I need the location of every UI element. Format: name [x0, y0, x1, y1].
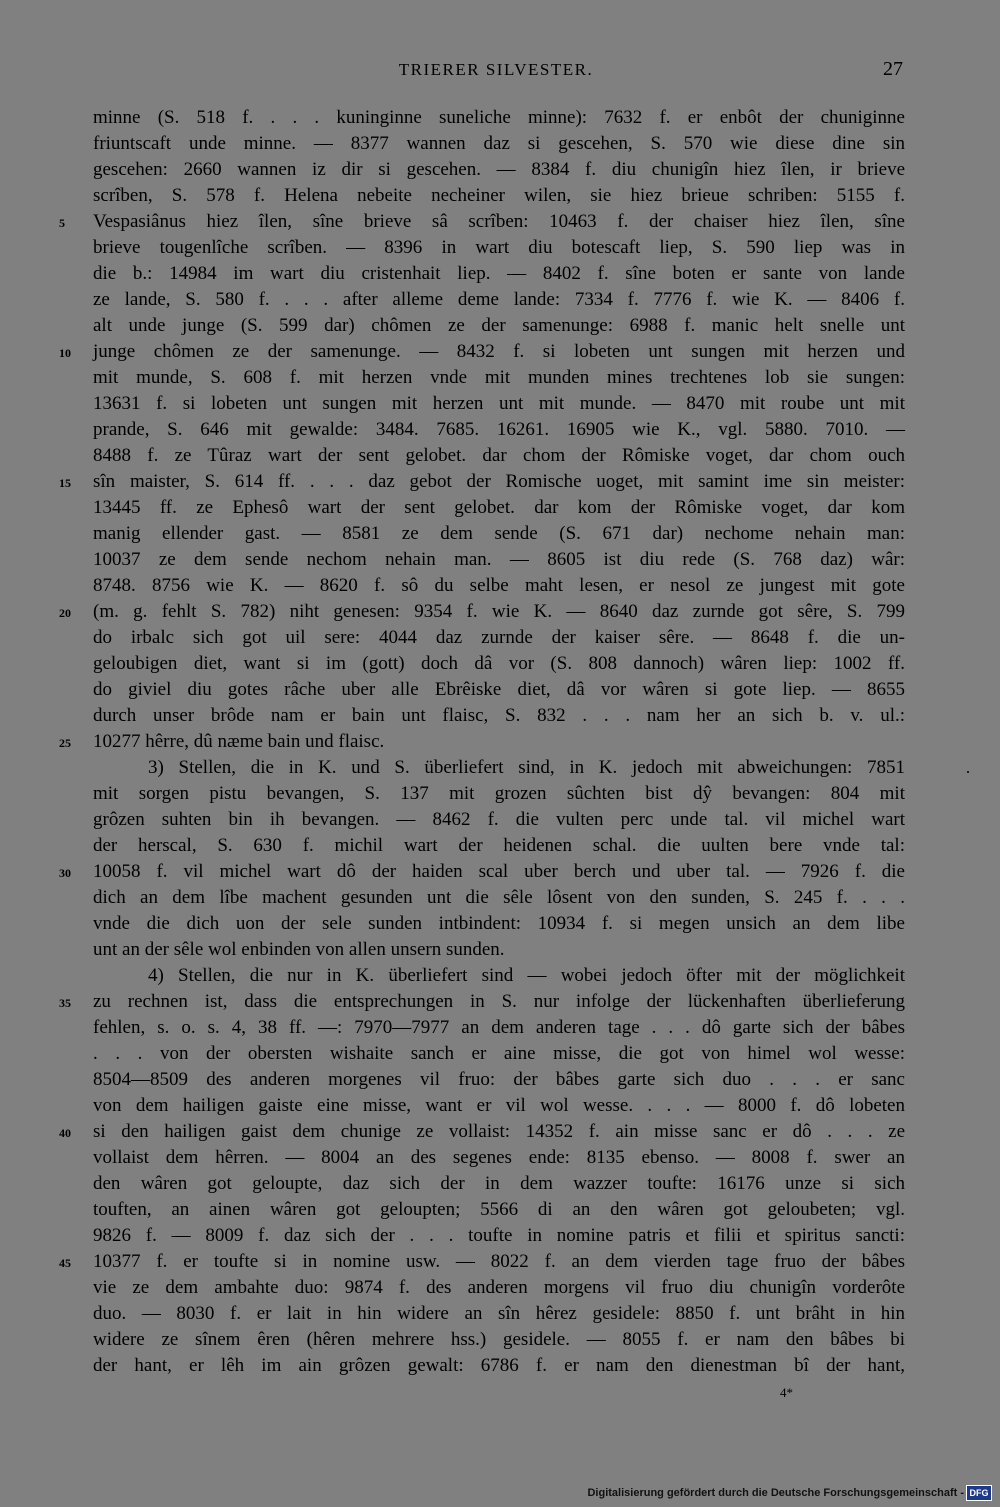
text-line: [59, 599, 905, 625]
line-text: (m. g. fehlt S. 782) niht genesen: 9354 f. wie K. — 8640 daz zurnde got sêre, S. 799: [93, 601, 905, 622]
text-line: [59, 469, 905, 495]
text-line: [93, 287, 905, 313]
line-number: 40: [59, 1126, 71, 1140]
line-text: do irbalc sich got uil sere: 4044 daz zurnde der kaiser sêre. — 8648 f. die un-: [93, 627, 905, 648]
line-text: 8748. 8756 wie K. — 8620 f. sô du selbe maht lesen, er nesol ze jungest mit gote: [93, 575, 905, 596]
footer-credit: Digitalisierung gefördert durch die Deutsche Forschungsgemeinschaft -: [587, 1487, 964, 1499]
text-line: [59, 209, 905, 235]
text-line: [93, 313, 905, 339]
line-text: scrîben, S. 578 f. Helena nebeite necheiner wilen, sie hiez brieue schriben: 5155 f.: [93, 185, 905, 206]
line-text: 10277 hêrre, dû næme bain und flaisc.: [93, 731, 385, 752]
text-line: [93, 417, 905, 443]
line-text: Vespasiânus hiez îlen, sîne brieve sâ scrîben: 10463 f. der chaiser hiez îlen, sîne: [93, 211, 905, 232]
line-number: 10: [59, 346, 71, 360]
text-line: [93, 495, 905, 521]
line-number: 20: [59, 606, 71, 620]
line-text: vnde die dich uon der sele sunden intbindent: 10934 f. si megen unsich an dem libe: [93, 913, 905, 934]
text-line: [59, 339, 905, 365]
line-number: 45: [59, 1256, 71, 1270]
line-text: 9826 f. — 8009 f. daz sich der . . . toufte in nomine patris et filii et spiritus sancti:: [93, 1225, 905, 1246]
line-text: touften, an ainen wâren got geloupten; 5566 di an den wâren got geloubeten; vgl.: [93, 1199, 905, 1220]
line-text: durch unser brôde nam er bain unt flaisc, S. 832 . . . nam her an sich b. v. ul.:: [93, 705, 905, 726]
text-line: [93, 547, 905, 573]
line-text: sîn maister, S. 614 ff. . . . daz gebot der Romische uoget, mit samint ime sin meister:: [93, 471, 905, 492]
text-line: [93, 1223, 905, 1249]
text-line: [93, 833, 905, 859]
line-text: alt unde junge (S. 599 dar) chômen ze der samenunge: 6988 f. manic helt snelle unt: [93, 315, 905, 336]
line-text: die b.: 14984 im wart diu cristenhait liep. — 8402 f. sîne boten er sante von lande: [93, 263, 905, 284]
text-line: [93, 1015, 905, 1041]
text-line: [93, 235, 905, 261]
line-text: den wâren got geloupte, daz sich der in dem wazzer toufte: 16176 unze si sich: [93, 1173, 905, 1194]
line-text: 13445 ff. ze Ephesô wart der sent gelobet. dar kom der Rômiske voget, dar kom: [93, 497, 905, 518]
line-number: 25: [59, 736, 71, 750]
text-line: [59, 1119, 905, 1145]
text-line: [59, 729, 905, 755]
line-text: 8504—8509 des anderen morgenes vil fruo: der bâbes garte sich duo . . . er sanc: [93, 1069, 905, 1090]
line-text: si den hailigen gaist dem chunige ze vollaist: 14352 f. ain misse sanc er dô . . . ze: [93, 1121, 905, 1142]
line-text: grôzen suhten bin ih bevangen. — 8462 f. die vulten perc unde tal. vil michel wart: [93, 809, 905, 830]
line-text: vollaist dem hêrren. — 8004 an des segenes ende: 8135 ebenso. — 8008 f. swer an: [93, 1147, 905, 1168]
line-text: 4) Stellen, die nur in K. überliefert sind — wobei jedoch öfter mit der möglichkeit: [148, 965, 905, 986]
text-line: [59, 989, 905, 1015]
text-line: [93, 1171, 905, 1197]
text-line: [93, 1197, 905, 1223]
running-title: TRIERER SILVESTER.: [398, 60, 594, 79]
line-text: 3) Stellen, die in K. und S. überliefert sind, in K. jedoch mit abweichungen: 7851: [148, 757, 905, 778]
signature-mark: 4*: [780, 1385, 793, 1400]
line-text: mit sorgen pistu bevangen, S. 137 mit grozen sûchten bist dŷ bevangen: 804 mit: [93, 783, 905, 804]
line-text: friuntscaft unde minne. — 8377 wannen daz si gescehen, S. 570 wie diese dine sin: [93, 133, 905, 154]
line-text: gescehen: 2660 wannen iz dir si gescehen. — 8384 f. diu chunigîn hiez îlen, ir brieve: [93, 159, 905, 180]
line-text: ze lande, S. 580 f. . . . after alleme deme lande: 7334 f. 7776 f. wie K. — 8406 f.: [93, 289, 905, 310]
line-number: 35: [59, 996, 71, 1010]
line-text: 10377 f. er toufte si in nomine usw. — 8022 f. an dem vierden tage fruo der bâbes: [93, 1251, 905, 1272]
text-line: [93, 131, 905, 157]
line-text: manig ellender gast. — 8581 ze dem sende (S. 671 dar) nechome nehain man:: [93, 523, 905, 544]
text-line: [93, 105, 905, 131]
text-line: [93, 1301, 905, 1327]
line-text: von dem hailigen gaiste eine misse, want er vil wol wesse. . . . — 8000 f. dô lobeten: [93, 1095, 905, 1116]
text-line: [93, 573, 905, 599]
line-text: unt an der sêle wol enbinden von allen unsern sunden.: [93, 939, 505, 960]
line-text: fehlen, s. o. s. 4, 38 ff. —: 7970—7977 an dem anderen tage . . . dô garte sich der bâbes: [93, 1017, 905, 1038]
text-line: [93, 1093, 905, 1119]
line-text: zu rechnen ist, dass die entsprechungen in S. nur infolge der lückenhaften überlieferung: [93, 991, 905, 1012]
line-text: minne (S. 518 f. . . . kuninginne suneliche minne): 7632 f. er enbôt der chuniginne: [93, 107, 905, 128]
text-line: [93, 183, 905, 209]
line-text: vie ze dem ambahte duo: 9874 f. des anderen morgens vil fruo diu chunigîn vorderôte: [93, 1277, 905, 1298]
text-line: [93, 677, 905, 703]
dfg-logo-icon: DFG: [966, 1485, 992, 1501]
text-line: [93, 1275, 905, 1301]
text-line: [93, 885, 905, 911]
line-text: brieve tougenlîche scrîben. — 8396 in wart diu botescaft liep, S. 590 liep was in: [93, 237, 905, 258]
text-line: [93, 1327, 905, 1353]
text-line: [59, 859, 905, 885]
footer-bar: [0, 1480, 1000, 1507]
page-header: [0, 60, 1000, 90]
line-number: 30: [59, 866, 71, 880]
line-number: 15: [59, 476, 71, 490]
text-line: [93, 651, 905, 677]
body-text: [59, 105, 905, 1379]
text-line: [93, 755, 905, 781]
line-text: dich an dem lîbe machent gesunden unt die sêle lôsent von den sunden, S. 245 f. . . .: [93, 887, 905, 908]
line-text: do giviel diu gotes râche uber alle Ebrêiske diet, dâ vor wâren si gote liep. — 8655: [93, 679, 905, 700]
text-line: [93, 1353, 905, 1379]
line-text: 10037 ze dem sende nechom nehain man. — 8605 ist diu rede (S. 768 daz) wâr:: [93, 549, 905, 570]
line-text: geloubigen diet, want si im (gott) doch dâ vor (S. 808 dannoch) wâren liep: 1002 ff.: [93, 653, 905, 674]
scan-speck: [967, 771, 969, 773]
line-text: junge chômen ze der samenunge. — 8432 f. si lobeten unt sungen mit herzen und: [93, 341, 905, 362]
text-line: [59, 1249, 905, 1275]
text-line: [93, 157, 905, 183]
text-line: [93, 365, 905, 391]
line-text: 10058 f. vil michel wart dô der haiden scal uber berch und uber tal. — 7926 f. die: [93, 861, 905, 882]
line-number: 5: [59, 216, 65, 230]
text-line: [93, 1145, 905, 1171]
text-line: [93, 1041, 905, 1067]
line-text: der herscal, S. 630 f. michil wart der heidenen schal. die uulten bere vnde tal:: [93, 835, 905, 856]
text-line: [93, 1067, 905, 1093]
text-line: [93, 807, 905, 833]
text-line: [93, 781, 905, 807]
line-text: 13631 f. si lobeten unt sungen mit herzen unt mit munde. — 8470 mit roube unt mit: [93, 393, 905, 414]
text-line: [93, 391, 905, 417]
text-line: [93, 261, 905, 287]
text-line: [93, 911, 905, 937]
line-text: 8488 f. ze Tûraz wart der sent gelobet. dar chom der Rômiske voget, dar chom ouch: [93, 445, 905, 466]
text-line: [93, 625, 905, 651]
line-text: prande, S. 646 mit gewalde: 3484. 7685. 16261. 16905 wie K., vgl. 5880. 7010. —: [93, 419, 905, 440]
text-line: [93, 443, 905, 469]
line-text: . . . von der obersten wishaite sanch er aine misse, die got von himel wol wesse:: [93, 1043, 905, 1064]
text-line: [93, 521, 905, 547]
text-line: [93, 703, 905, 729]
text-line: [93, 937, 905, 963]
line-text: duo. — 8030 f. er lait in hin widere an sîn hêrez gesidele: 8850 f. unt brâht in hin: [93, 1303, 905, 1324]
page-number: 27: [883, 58, 903, 80]
line-text: der hant, er lêh im ain grôzen gewalt: 6786 f. er nam den dienestman bî der hant,: [93, 1355, 905, 1376]
text-line: [93, 963, 905, 989]
line-text: mit munde, S. 608 f. mit herzen vnde mit munden mines trechtenes lob sie sungen:: [93, 367, 905, 388]
line-text: widere ze sînem êren (hêren mehrere hss.) gesidele. — 8055 f. er nam den bâbes bi: [93, 1329, 905, 1350]
